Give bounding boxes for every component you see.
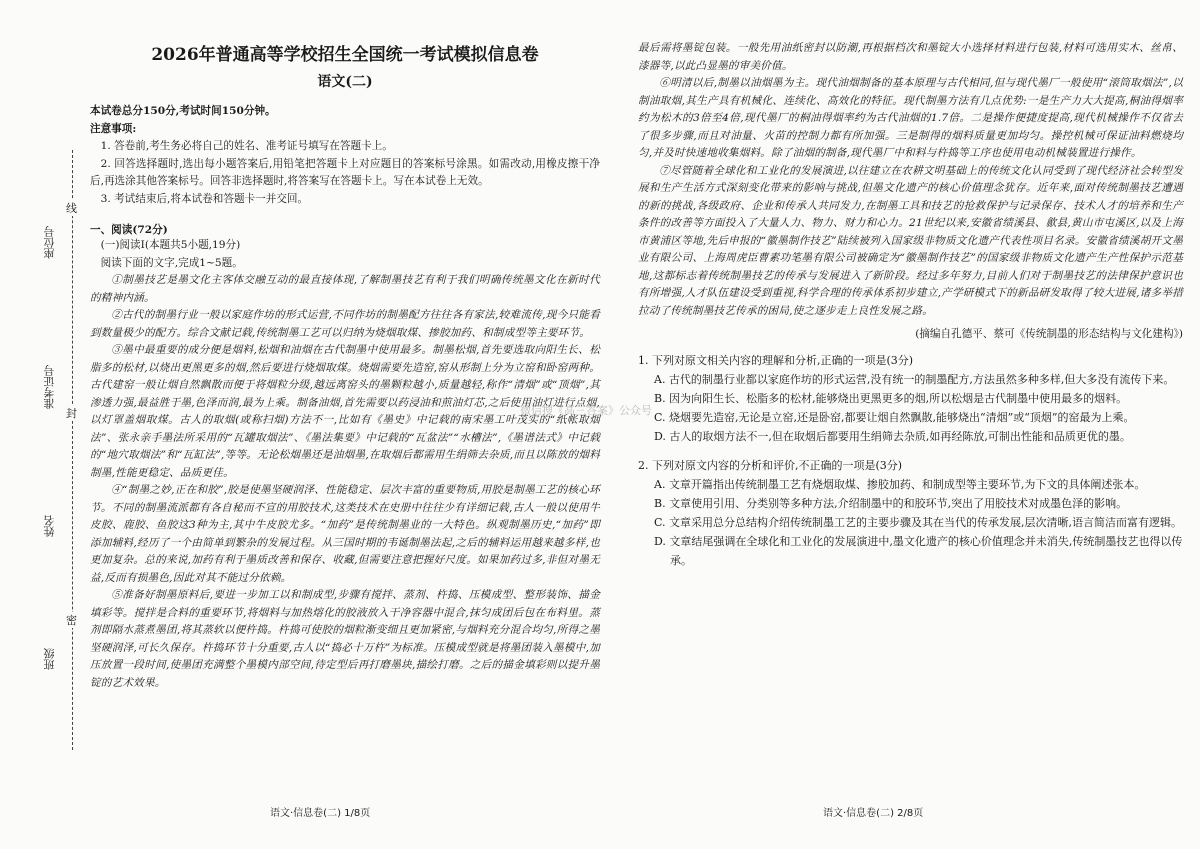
question-2 (638, 456, 1183, 570)
left-content (90, 40, 600, 692)
passage-paragraph: ②古代的制墨行业一般以家庭作坊的形式运营,不同作坊的制墨配方往往各有家法,较难流传,现今只能看到数量极少的配方。综合文献记载,传统制墨工艺可以归纳为烧烟取煤、掺胶加药、和制成型等主要环节。 (90, 309, 600, 339)
binding-margin (0, 0, 80, 849)
passage-paragraph: ⑦尽管随着全球化和工业化的发展演进,以往建立在农耕文明基础上的传统文化认同受到了现代经济社会转型发展和生产生活方式深刻变化带来的影响与挑战,但墨文化遗产的核心价值理念犹存。近年来,面对传统制墨技艺遭遇的新的挑战,各级政府、企业和传承人共同发力,在制墨工具和技艺的抢救保护与记录保存、技术人才的培养和生产条件的改善等方面投入了大量人力、物力、财力和心力。21世纪以来,安徽省绩溪县、歙县,黄山市屯溪区,以及上海市黄浦区等地,先后申报的“徽墨制作技艺”陆续被列入国家级非物质文化遗产代表性项目名录。安徽省绩溪胡开文墨业有限公司、上海周虎臣曹素功笔墨有限公司被确定为“徽墨制作技艺”的国家级非物质文化遗产生产性保护示范基地,这都标志着传统制墨技艺的传承与发展进入了新阶段。经过多年努力,目前人们对于制墨技艺的法律保护意识也有所增强,人才队伍建设受到重视,科学合理的传承体系初步建立,产学研模式下的新品研发取得了较大进展,诸多举措拉动了传统制墨技艺传承的困局,使之逐步走上良性发展之路。 (638, 164, 1183, 317)
passage-paragraph: 最后需将墨锭包装。一般先用油纸密封以防潮,再根据档次和墨锭大小选择材料进行包装,材料可选用实木、丝帛、漆器等,以此凸显墨的审美价值。 (638, 42, 1183, 72)
option-c: C. 文章采用总分总结构介绍传统制墨工艺的主要步骤及其在当代的传承发展,层次清晰,语言简洁而富有逻辑。 (654, 516, 1183, 529)
binding-line (72, 150, 73, 750)
passage-paragraph: ⑥明清以后,制墨以油烟墨为主。现代油烟制备的基本原理与古代相同,但与现代墨厂一般使用“滚筒取烟法”,以制油取烟,其生产具有机械化、连续化、高效化的特征。现代制墨方法有几点优势:一是生产力大大提高,桐油得烟率约为松木的3倍至4倍,现代墨厂的桐油得烟率约为古代油烟的1.7倍。二是操作便捷度提高,现代机械操作不仅省去了很多步骤,而且对油量、火苗的控制力都有所加强。三是制得的烟料质量更加均匀。操控机械可保证油料燃烧均匀,并及时快速地收集烟料。除了油烟的制备,现代墨厂中和料与杵捣等工序也使用电动机械装置进行操作。 (638, 77, 1183, 159)
notice-item: 2. 回答选择题时,选出每小题答案后,用铅笔把答题卡上对应题目的答案标号涂黑。如需改动,用橡皮擦干净后,再选涂其他答案标号。回答非选择题时,将答案写在答题卡上。写在本试卷上无效。 (90, 157, 600, 187)
exam-title: 2026年普通高等学校招生全国统一考试模拟信息卷 (151, 45, 539, 65)
question-1 (638, 351, 1183, 446)
option-b: B. 因为向阳生长、松脂多的松材,能够烧出更黑更多的烟,所以松烟是古代制墨中使用最多的烟料。 (654, 392, 1128, 405)
name-label: 姓名 (43, 515, 56, 537)
passage-paragraph: ③墨中最重要的成分便是烟料,松烟和油烟在古代制墨中使用最多。制墨松烟,首先要选取向阳生长、松脂多的松材,以烧出更黑更多的烟,然后要进行烧烟取煤。烧烟需要先造窑,窑从形制上分为立窑和卧窑两种。古代建窑一般让烟自然飘散而便于将烟粒分级,越远离窑头的墨颗粒越小,质量越轻,称作“清烟”或“顶烟”,其渗透力强,最益胜于墨,色泽而润,最为上乘。制备油烟,首先需要以药浸油和煎油灯芯,之后使用油灯进行点烟,以灯罩盖烟取煤。古人的取烟(或称扫烟)方法不一,比如有《墨史》中记载的南宋墨工叶茂实的“纸帐取烟法”、张永亲手墨法所采用的“瓦罐取烟法”、《墨法集要》中记载的“瓦盆法”“水槽法”,《墨谱法式》中记载的“地穴取烟法”和“瓦缸法”,等等。无论松烟墨还是油烟墨,在取烟后都需用生绢筛去杂质,而且以陈放的烟料制墨,性能更稳定、品质更佳。 (90, 344, 600, 479)
option-d: D. 古人的取烟方法不一,但在取烟后都要用生绢筛去杂质,如再经陈放,可制出性能和品质更优的墨。 (654, 430, 1131, 443)
option-a: A. 文章开篇指出传统制墨工艺有烧烟取煤、掺胶加药、和制成型等主要环节,为下文的具体阐述张本。 (654, 478, 1146, 491)
sub-section-heading: (一)阅读Ⅰ(本题共5小题,19分) (100, 239, 241, 251)
passage-paragraph: ④“制墨之妙,正在和胶”,胶是使墨坚硬润泽、性能稳定、层次丰富的重要物质,用胶是制墨工艺的核心环节。不同的制墨流派都有各自秘而不宣的用胶技术,这类技术在史册中往往少有详细记载,古人一般以使用牛皮胶、鹿胶、鱼胶这3种为主,其中牛皮胶尤多。“加药”是传统制墨业的一大特色。纵观制墨历史,“加药”即添加辅料,经历了一个由简单到繁杂的发展过程。从三国时期的韦诞制墨法起,之后的辅料运用越来越多样,也更加复杂。总的来说,加药有利于墨质改善和保存、收藏,但需要注意把握好尺度。如果加药过多,非但对墨无益,反而有损墨色,因此对其不能过分依赖。 (90, 484, 600, 584)
question-stem: 2. 下列对原文内容的分析和评价,不正确的一项是(3分) (638, 459, 903, 472)
secret-mark: 密 (66, 614, 77, 627)
exam-subtitle: 语文(二) (317, 74, 373, 90)
exam-no-label: 准考证号 (43, 365, 56, 409)
watermark: 微信搜《高三答案》公众号 (520, 404, 652, 417)
question-stem: 1. 下列对原文相关内容的理解和分析,正确的一项是(3分) (638, 354, 914, 367)
line-mark: 线 (66, 202, 77, 215)
passage-source: (摘编自孔德平、蔡可《传统制墨的形态结构与文化建构》) (915, 328, 1183, 340)
passage-paragraph: ⑤准备好制墨原料后,要进一步加工以和制成型,步骤有搅拌、蒸剂、杵捣、压模成型、整形装饰、描金填彩等。搅拌是合料的重要环节,将烟料与加热熔化的胶液放入干净容器中混合,抹匀成团后包在布料里。蒸剂即隔水蒸煮墨团,将其蒸软以便杵捣。杵捣可使胶的烟粒渐变细且更加紧密,与烟料充分混合均匀,所得之墨坚硬润泽,可长久保存。杵捣环节十分重要,古人以“捣必十万杵”为标准。压模成型就是将墨团装入墨模中,加压放置一段时间,使墨团充满整个墨模内部空间,待定型后再打磨墨块,描绘打磨。之后的描金填彩则以提升墨锭的艺术效果。 (90, 589, 600, 689)
page-right (608, 0, 1200, 849)
seat-label: 座位号 (43, 226, 56, 259)
right-content (638, 40, 1183, 570)
option-b: B. 文章使用引用、分类别等多种方法,介绍制墨中的和胶环节,突出了用胶技术对成墨色泽的影响。 (654, 497, 1128, 510)
notice-item: 1. 答卷前,考生务必将自己的姓名、准考证号填写在答题卡上。 (100, 140, 393, 152)
passage-paragraph: ①制墨技艺是墨文化主客体交融互动的最直接体现,了解制墨技艺有利于我们明确传统墨文化在新时代的精神内涵。 (90, 274, 600, 304)
notice-item: 3. 考试结束后,将本试卷和答题卡一并交回。 (100, 192, 309, 205)
notice-label: 注意事项: (90, 122, 137, 135)
option-c: C. 烧烟要先造窑,无论是立窑,还是卧窑,都要让烟自然飘散,能够烧出“清烟”或“顶烟”的窑最为上乘。 (654, 411, 1135, 424)
page-footer: 语文·信息卷(二) 2/8页 (823, 808, 924, 819)
exam-summary: 本试卷总分150分,考试时间150分钟。 (90, 105, 276, 117)
option-a: A. 古代的制墨行业都以家庭作坊的形式运营,没有统一的制墨配方,方法虽然多种多样,但大多没有流传下来。 (654, 373, 1175, 386)
option-d: D. 文章结尾强调在全球化和工业化的发展演进中,墨文化遗产的核心价值理念并未消失,传统制墨技艺也得以传承。 (654, 535, 1183, 567)
page-footer: 语文·信息卷(二) 1/8页 (270, 808, 371, 819)
class-label: 班级 (43, 648, 56, 670)
section-heading: 一、阅读(72分) (90, 224, 168, 236)
reading-instruction: 阅读下面的文字,完成1~5题。 (100, 256, 243, 269)
seal-mark: 封 (66, 407, 77, 420)
